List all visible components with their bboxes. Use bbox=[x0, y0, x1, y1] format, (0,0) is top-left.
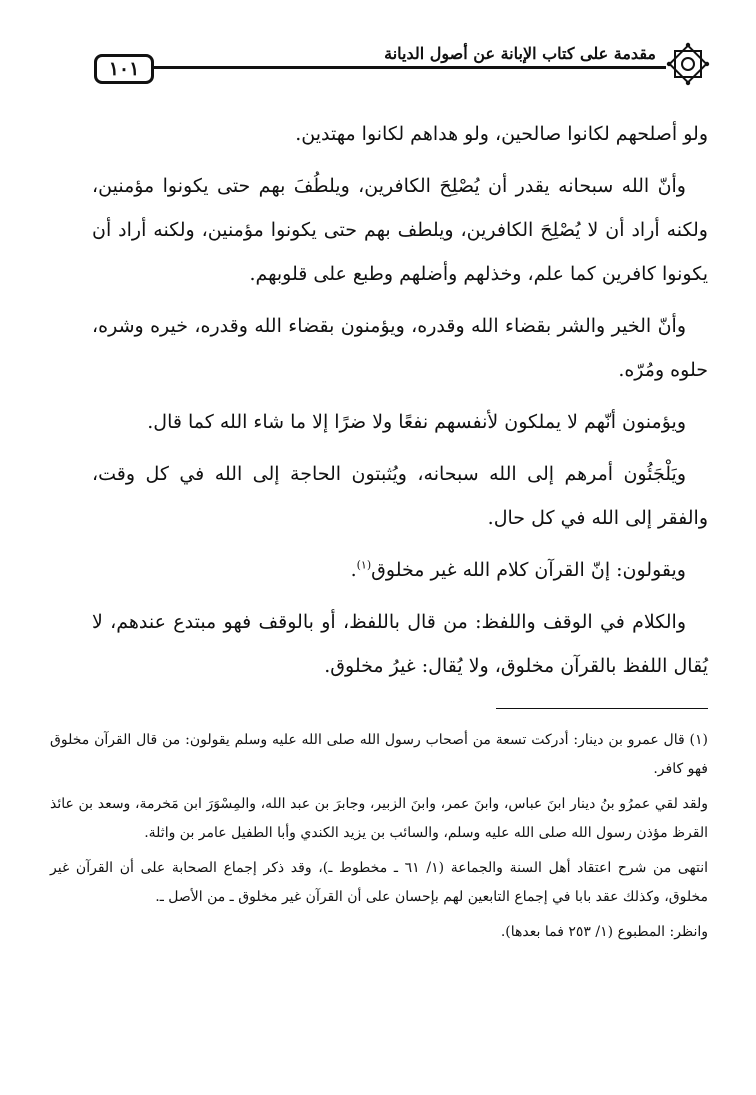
header-rule bbox=[154, 66, 666, 69]
paragraph-1: ولو أصلحهم لكانوا صالحين، ولو هداهم لكانوا مهتدين. bbox=[295, 123, 708, 145]
footnote-reference[interactable]: (١) bbox=[356, 558, 372, 572]
running-title: مقدمة على كتاب الإبانة عن أصول الديانة bbox=[378, 44, 662, 64]
paragraph-4: ويؤمنون أنّهم لا يملكون لأنفسهم نفعًا ولا ضرًا إلا ما شاء الله كما قال. bbox=[147, 411, 686, 433]
paragraph-6-text: ويقولون: إنّ القرآن كلام الله غير مخلوق bbox=[371, 559, 686, 581]
paragraph-2: وأنّ الله سبحانه يقدر أن يُصْلِحَ الكافرين، ويلطُفَ بهم حتى يكونوا مؤمنين، ولكنه أراد أن لا يُصْلِحَ الكافرين، ويلطف بهم حتى يكونوا مؤمنين، ولكنه أراد أن يكونوا كافرين كما علم، وخذلهم وأضلهم وطبع على قلوبهم. bbox=[92, 175, 708, 285]
footnotes bbox=[50, 726, 708, 953]
footnote-separator bbox=[496, 708, 708, 709]
paragraph-3: وأنّ الخير والشر بقضاء الله وقدره، ويؤمنون بقضاء الله وقدره، خيره وشره، حلوه ومُرّه. bbox=[92, 315, 708, 381]
page-header bbox=[94, 42, 710, 94]
footnote-continuation-3: وانظر: المطبوع (١/ ٢٥٣ فما بعدها). bbox=[500, 924, 708, 940]
footnote-continuation-1: ولقد لقي عمرُو بنُ دينار ابنَ عباس، وابنَ عمر، وابنَ الزبير، وجابرَ بن عبد الله، والمِسْوَرَ ابن مَخرمة، وسعد بن عائذ القرظ مؤذن رسول الله صلى الله عليه وسلم، والسائب بن يزيد الكندي وأبا الطفيل عامر بن واثلة. bbox=[50, 796, 708, 841]
footnote-1: (١) قال عمرو بن دينار: أدركت تسعة من أصحاب رسول الله صلى الله عليه وسلم يقولون: من قال القرآن مخلوق فهو كافر. bbox=[50, 732, 708, 777]
paragraph-6-suffix: . bbox=[350, 559, 357, 581]
main-text bbox=[92, 112, 708, 696]
paragraph-6 bbox=[92, 548, 708, 592]
page-number: ١٠١ bbox=[94, 54, 154, 84]
footnote-continuation-2: انتهى من شرح اعتقاد أهل السنة والجماعة (١/ ٦١ ـ مخطوط ـ)، وقد ذكر إجماع الصحابة على أن القرآن غير مخلوق، وكذلك عقد بابا في إجماع التابعين لهم بإحسان على أن القرآن غير مخلوق ـ من الأصل ـ. bbox=[50, 860, 708, 905]
paragraph-7: والكلام في الوقف واللفظ: من قال باللفظ، أو بالوقف فهو مبتدع عندهم، لا يُقال اللفظ بالقرآن مخلوق، ولا يُقال: غيرُ مخلوق. bbox=[92, 611, 708, 677]
octagram-ornament-icon bbox=[666, 42, 710, 86]
paragraph-5: ويَلْجَئُون أمرهم إلى الله سبحانه، ويُثبتون الحاجة إلى الله في كل وقت، والفقر إلى الله في كل حال. bbox=[92, 463, 708, 529]
